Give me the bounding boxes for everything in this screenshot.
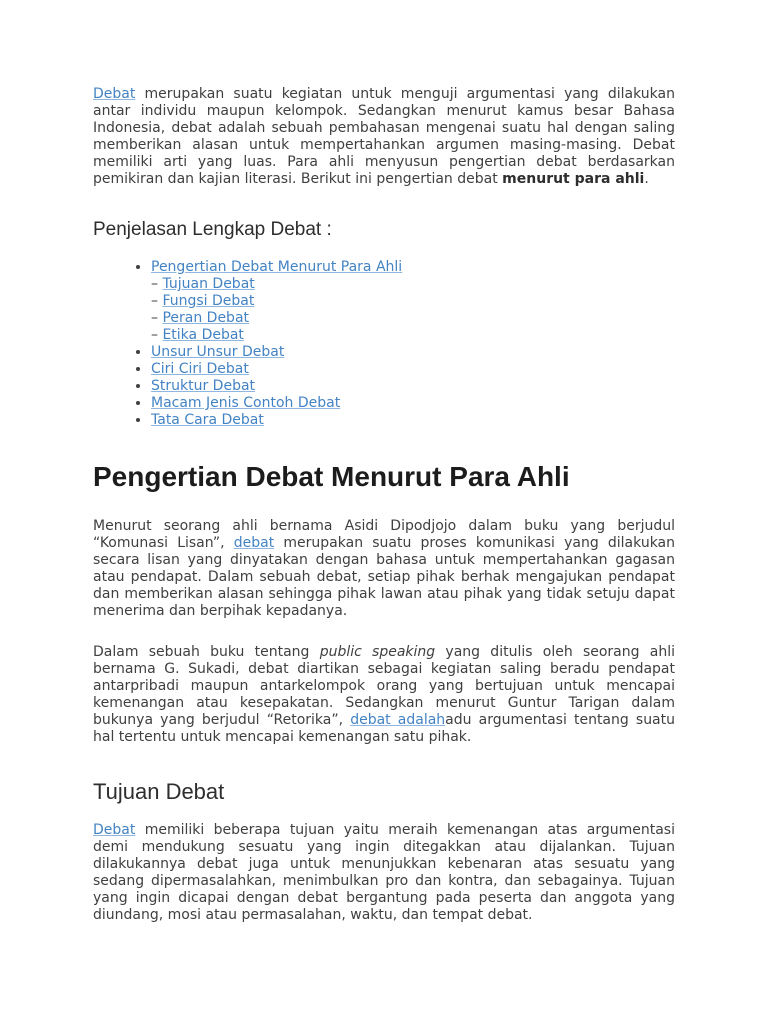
pengertian-paragraph-2 (93, 644, 675, 746)
intro-period: . (644, 171, 649, 187)
public-speaking-italic: public speaking (319, 644, 436, 660)
toc-link-tata-cara-debat[interactable]: Tata Cara Debat (151, 412, 264, 428)
tujuan-section-heading: Tujuan Debat (93, 779, 225, 804)
dash-prefix: – (151, 293, 163, 309)
toc-link-pengertian-debat[interactable]: Pengertian Debat Menurut Para Ahli (151, 259, 403, 275)
pengertian-p1-text-after: merupakan suatu proses komunikasi yang dilakukan secara lisan yang dinyatakan dengan bahasa untuk mempertahankan gagasan atau pendapat. Dalam sebuah debat, setiap pihak berhak mengajukan pendapat dan memberikan alasan sehingga pihak lawan atau pihak yang tidak setuju dapat menerima dan berpihak kepadanya. (93, 535, 676, 619)
toc-link-peran-debat[interactable]: Peran Debat (162, 310, 250, 326)
tujuan-paragraph (93, 822, 675, 924)
toc-link-unsur-unsur-debat[interactable]: Unsur Unsur Debat (151, 344, 285, 360)
toc-item-unsur (151, 344, 675, 361)
intro-bold-phrase: menurut para ahli (502, 171, 645, 187)
debat-link-pengertian[interactable]: debat (233, 535, 275, 551)
toc-link-fungsi-debat[interactable]: Fungsi Debat (162, 293, 255, 309)
toc-link-tujuan-debat[interactable]: Tujuan Debat (162, 276, 255, 292)
toc-link-ciri-ciri-debat[interactable]: Ciri Ciri Debat (151, 361, 249, 377)
toc-heading: Penjelasan Lengkap Debat : (93, 219, 332, 240)
toc-list (93, 259, 675, 429)
intro-text: merupakan suatu kegiatan untuk menguji argumentasi yang dilakukan antar individu maupun kelompok. Sedangkan menurut kamus besar Bahasa Indonesia, debat adalah sebuah pembahasan mengenai suatu hal dengan saling memberikan alasan untuk mempertahankan argumen masing-masing. Debat memiliki arti yang luas. Para ahli menyusun pengertian debat berdasarkan pemikiran dan kajian literasi. Berikut ini pengertian debat (93, 86, 675, 187)
toc-subitem-etika (151, 327, 675, 344)
toc-link-etika-debat[interactable]: Etika Debat (162, 327, 244, 343)
toc-sublist (151, 276, 675, 344)
toc-link-macam-jenis-contoh-debat[interactable]: Macam Jenis Contoh Debat (151, 395, 341, 411)
toc-item-ciri (151, 361, 675, 378)
pengertian-p1-text: Menurut seorang ahli bernama Asidi Dipodjojo dalam buku yang berjudul “Komunasi Lisan”, (93, 518, 675, 551)
debat-adalah-link[interactable]: debat adalah (350, 712, 446, 728)
dash-prefix: – (151, 276, 163, 292)
pengertian-p2-text-after: adu argumentasi tentang suatu hal tertentu untuk mencapai kemenangan satu pihak. (93, 712, 676, 745)
intro-paragraph (93, 86, 675, 188)
toc-item-macam (151, 395, 675, 412)
debat-link-tujuan[interactable]: Debat (93, 822, 136, 838)
tujuan-text: memiliki beberapa tujuan yaitu meraih kemenangan atas argumentasi demi mendukung sesuatu yang ingin ditegakkan atau dijalankan. Tujuan dilakukannya debat juga untuk menunjukkan kebenaran atas sesuatu yang sedang dipermasalahkan, menimbulkan pro dan kontra, dan sebagainya. Tujuan yang ingin dicapai dengan debat bergantung pada peserta dan anggota yang diundang, mosi atau permasalahan, waktu, dan tempat debat. (93, 822, 675, 923)
pengertian-p2-text-middle: yang ditulis oleh seorang ahli bernama G. Sukadi, debat diartikan sebagai kegiatan saling beradu pendapat antarpribadi maupun antarkelompok orang yang bertujuan untuk mencapai kemenangan atau kesepakatan. Sedangkan menurut Guntur Tarigan dalam bukunya yang berjudul “Retorika”, (93, 644, 675, 728)
debat-link-intro[interactable]: Debat (93, 86, 136, 102)
toc-item-struktur (151, 378, 675, 395)
dash-prefix: – (151, 327, 163, 343)
toc-item-pengertian (151, 259, 675, 344)
toc-item-tata (151, 412, 675, 429)
toc-subitem-peran (151, 310, 675, 327)
pengertian-section-heading: Pengertian Debat Menurut Para Ahli (93, 461, 570, 492)
dash-prefix: – (151, 310, 163, 326)
toc-subitem-fungsi (151, 293, 675, 310)
document-content (93, 86, 675, 948)
toc-subitem-tujuan (151, 276, 675, 293)
pengertian-paragraph-1 (93, 518, 675, 620)
toc-link-struktur-debat[interactable]: Struktur Debat (151, 378, 256, 394)
pengertian-p2-text: Dalam sebuah buku tentang (93, 644, 320, 660)
